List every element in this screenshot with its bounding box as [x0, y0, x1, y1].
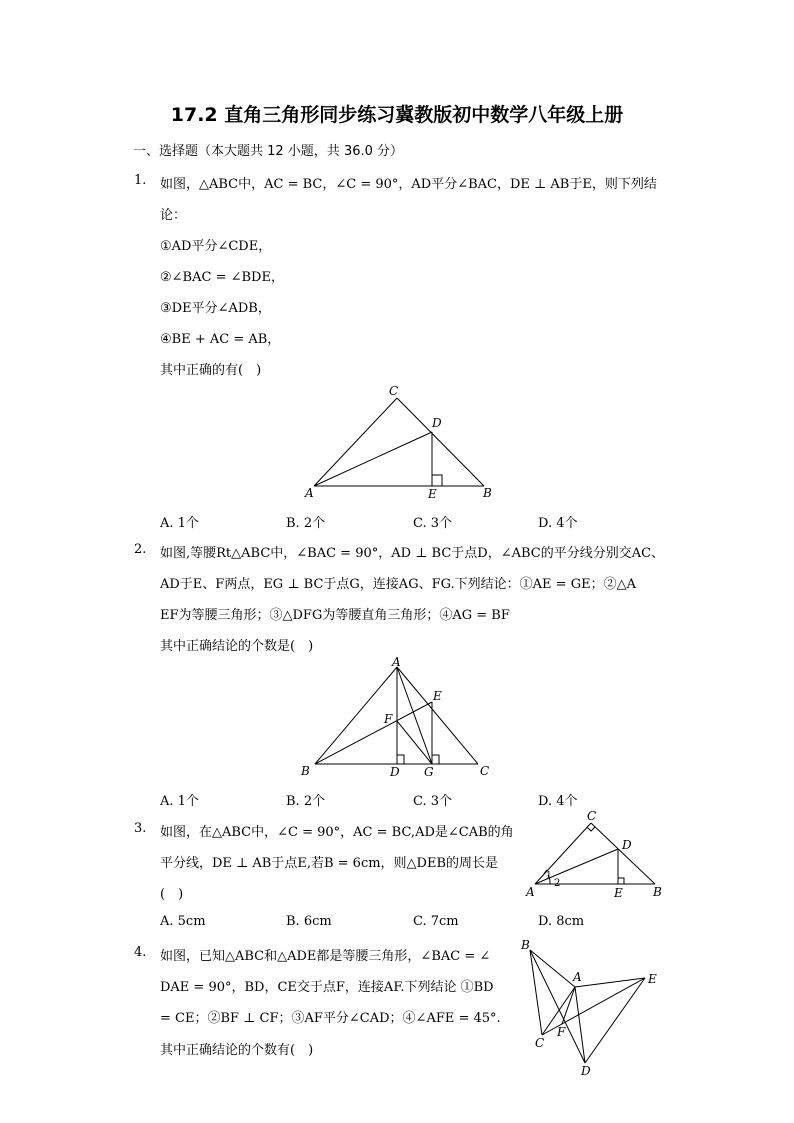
question-text: 如图，△ABC中，AC = BC，∠C = 90°，AD平分∠BAC，DE ⊥ AB于E，则下列结: [160, 177, 657, 192]
label-g: G: [424, 765, 434, 779]
question-text: ③DE平分∠ADB，: [160, 301, 271, 316]
option-b[interactable]: B. 6cm: [286, 914, 332, 929]
label-d: D: [432, 416, 442, 430]
segment-ac: [314, 398, 397, 486]
label-a: A: [305, 486, 314, 500]
option-d[interactable]: D. 8cm: [538, 914, 585, 929]
right-angle-mark: [432, 475, 442, 486]
question-text: 如图，已知△ABC和△ADE都是等腰三角形，∠BAC = ∠: [160, 949, 491, 964]
segment-fg: [397, 721, 432, 764]
question-text: ④BE + AC = AB，: [160, 332, 281, 347]
option-b[interactable]: B. 2个: [286, 794, 326, 809]
label-c: C: [535, 1036, 545, 1050]
label-b: B: [483, 486, 492, 500]
question-text: 其中正确的有( ): [160, 363, 262, 378]
question-text: 其中正确结论的个数有( ): [160, 1043, 314, 1058]
question-text: DAE = 90°，BD，CE交于点F，连接AF.下列结论 ①BD: [160, 980, 494, 995]
option-c[interactable]: C. 3个: [413, 794, 453, 809]
label-angle-2: 2: [554, 878, 561, 889]
label-b: B: [653, 885, 662, 899]
question-text: 如图，在△ABC中，∠C = 90°，AC = BC,AD是∠CAB的角: [160, 825, 514, 840]
section-heading: 一、选择题（本大题共 12 小题，共 36.0 分）: [133, 144, 404, 159]
right-angle-mark-d: [397, 755, 404, 764]
segment-ae: [575, 978, 645, 987]
label-d: D: [622, 838, 632, 852]
segment-ad: [314, 432, 432, 486]
question-number: 1.: [134, 173, 147, 188]
question-text: ②∠BAC = ∠BDE，: [160, 270, 284, 285]
right-angle-mark-c: [587, 827, 595, 831]
option-b[interactable]: B. 2个: [286, 516, 326, 531]
question-text: 其中正确结论的个数是( ): [160, 639, 314, 654]
question-text: ①AD平分∠CDE，: [160, 239, 272, 254]
option-c[interactable]: C. 3个: [413, 516, 453, 531]
question-text: = CE；②BF ⊥ CF；③AF平分∠CAD；④∠AFE = 45°.: [160, 1011, 501, 1026]
question-number: 3.: [134, 821, 147, 836]
question-text: 如图,等腰Rt△ABC中，∠BAC = 90°，AD ⊥ BC于点D，∠ABC的平分线分别交AC、: [160, 546, 665, 561]
question-text: 平分线，DE ⊥ AB于点E,若B = 6cm，则△DEB的周长是: [160, 856, 499, 871]
page-title: 17.2 直角三角形同步练习冀教版初中数学八年级上册: [170, 104, 624, 126]
right-angle-mark-e: [618, 878, 624, 884]
label-e: E: [433, 689, 442, 703]
label-b: B: [301, 764, 310, 778]
segment-ab: [530, 950, 575, 987]
label-angle-1: 1: [546, 871, 552, 881]
label-a: A: [526, 885, 535, 899]
option-d[interactable]: D. 4个: [538, 794, 578, 809]
question-text: AD于E、F两点，EG ⊥ BC于点G，连接AG、FG.下列结论：①AE = GE；②△A: [160, 577, 636, 592]
segment-ed: [585, 978, 645, 1063]
figure-q4: [515, 935, 665, 1080]
figure-q2: [300, 655, 500, 780]
option-a[interactable]: A. 1个: [160, 794, 199, 809]
question-text: 论：: [160, 208, 187, 223]
right-angle-mark-g: [432, 755, 439, 764]
label-c: C: [389, 384, 399, 398]
question-number: 4.: [134, 945, 147, 960]
label-e: E: [614, 886, 623, 900]
segment-ag: [397, 667, 432, 764]
label-f: F: [557, 1025, 566, 1039]
label-b: B: [521, 938, 530, 952]
figure-q1: [300, 380, 500, 505]
segment-be: [315, 702, 432, 764]
option-a[interactable]: A. 5cm: [160, 914, 206, 929]
label-a: A: [573, 970, 582, 984]
question-number: 2.: [134, 542, 147, 557]
label-d: D: [581, 1064, 591, 1078]
label-f: F: [384, 712, 393, 726]
label-c: C: [587, 809, 597, 823]
segment-ac: [397, 667, 478, 764]
segment-af: [562, 987, 575, 1024]
option-d[interactable]: D. 4个: [538, 516, 578, 531]
segment-ac: [535, 823, 591, 884]
label-c: C: [480, 764, 490, 778]
question-text: ( ): [160, 887, 184, 902]
label-d: D: [390, 765, 400, 779]
label-e: E: [648, 972, 657, 986]
question-text: EF为等腰三角形；③△DFG为等腰直角三角形；④AG = BF: [160, 608, 510, 623]
option-a[interactable]: A. 1个: [160, 516, 199, 531]
label-a: A: [392, 655, 401, 669]
option-c[interactable]: C. 7cm: [413, 914, 459, 929]
label-e: E: [428, 487, 437, 501]
segment-cb: [591, 823, 655, 884]
figure-q3: [520, 808, 670, 903]
